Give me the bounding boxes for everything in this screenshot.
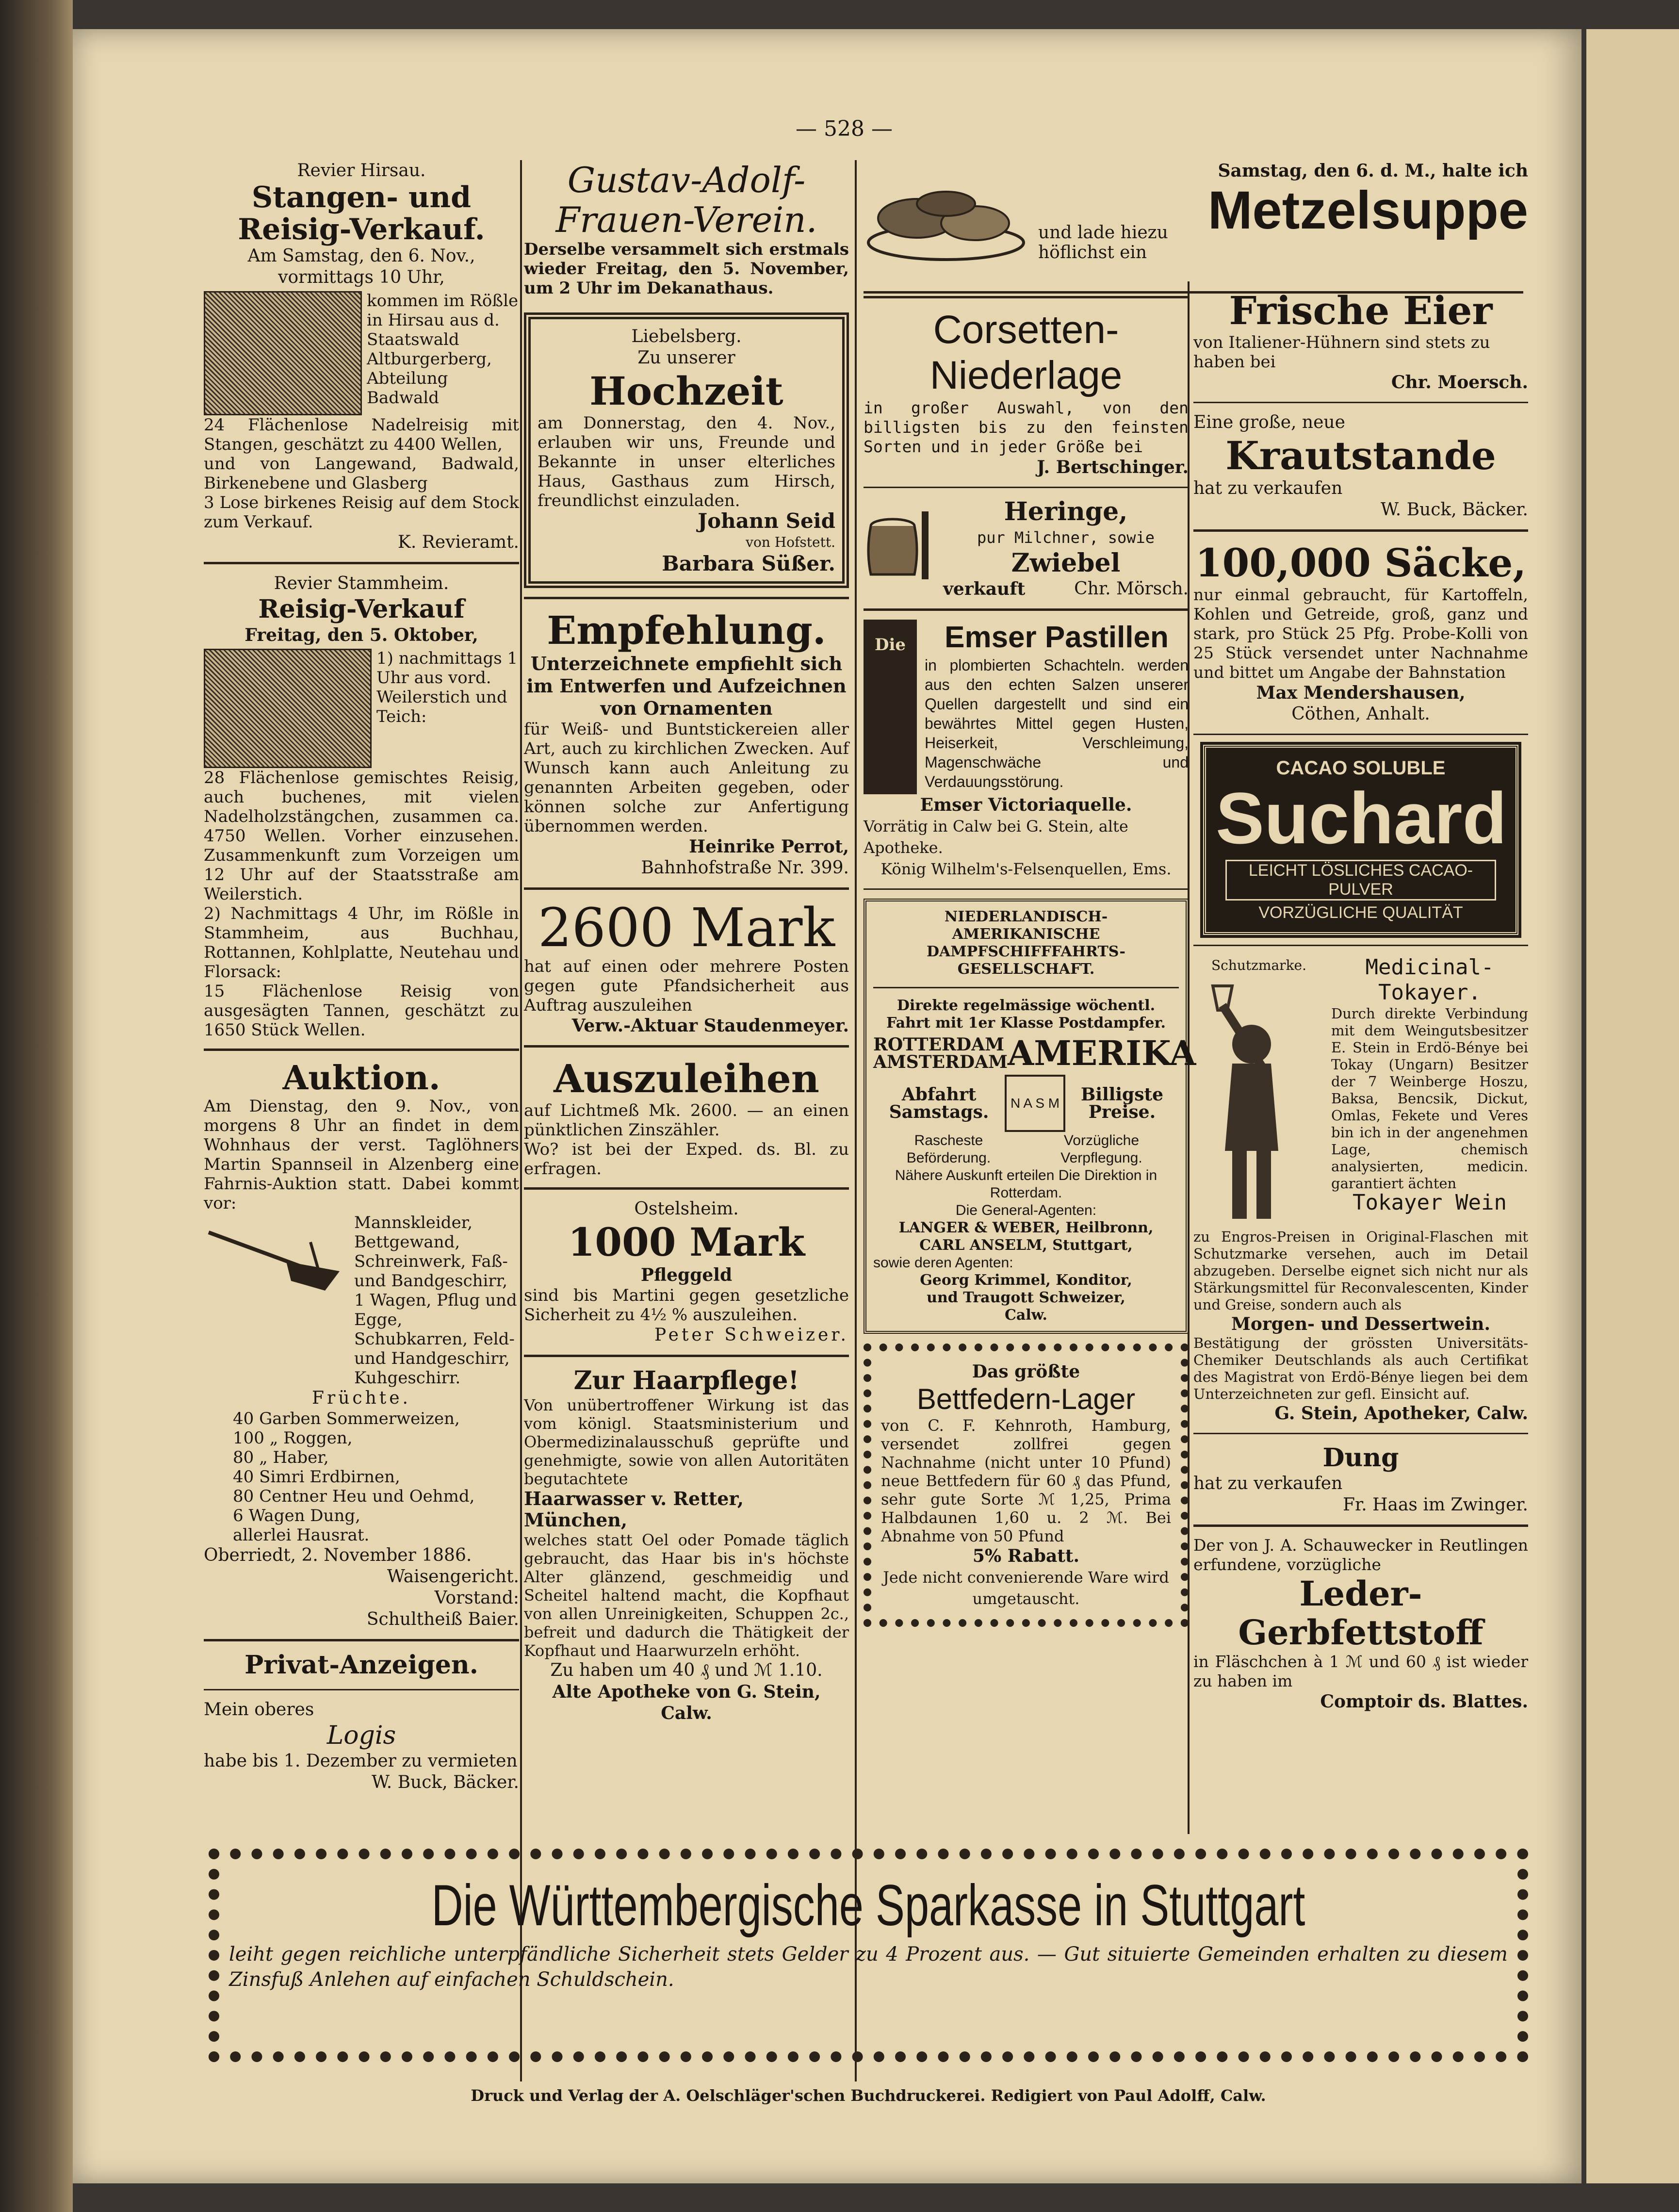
ad-empfehlung — [524, 608, 849, 879]
divider — [1193, 1524, 1528, 1527]
ad-text: 24 Flächenlose Nadelreisig mit Stangen, geschätzt zu 4400 Wellen, — [204, 415, 519, 454]
forest-woodcut-image — [204, 291, 362, 415]
ad-text: Samstag, den 6. d. M., halte ich — [1218, 161, 1528, 181]
ad-signature: Heinrike Perrot, — [689, 836, 849, 857]
ad-date: Freitag, den 5. Oktober, — [245, 625, 478, 645]
ad-text: hat zu verkaufen — [1193, 478, 1343, 498]
ad-hochzeit — [524, 312, 849, 588]
ad-price: Zu haben um 40 ₰ und ℳ 1.10. — [550, 1660, 823, 1680]
ad-signature: Max Mendershausen, — [1256, 683, 1466, 703]
divider — [864, 487, 1189, 488]
divider — [524, 887, 849, 890]
ad-frauenverein — [524, 160, 849, 298]
ad-text: pur Milchner, sowie — [977, 528, 1155, 547]
ad-title: Auszuleihen — [554, 1056, 819, 1101]
list-item: 6 Wagen Dung, — [233, 1506, 360, 1525]
ad-text: VORZÜGLICHE QUALITÄT — [1258, 903, 1463, 922]
divider — [204, 562, 519, 564]
divider — [204, 1689, 519, 1690]
ad-address: Cöthen, Anhalt. — [1291, 704, 1430, 724]
ad-text: am Donnerstag, den 4. Nov., erlauben wir uns, Freunde und Bekannte in unser elterliches Haus, Gasthaus zum Hirsch, freundlichst einzuladen. — [538, 413, 835, 510]
ad-text: 28 Flächenlose gemischtes Reisig, auch buchenes, mit vielen Nadelholzstängchen, zusammen ca. 4750 Wellen. Vorher einzusehen. Zusammenkunft zum Vorzeigen um 12 Uhr auf der Staatsstraße am Weilerstich. — [204, 768, 519, 904]
ad-text: 3 Lose birkenes Reisig auf dem Stock zum Verkauf. — [204, 493, 519, 532]
ad-title: Logis — [326, 1721, 396, 1750]
ad-text: Rascheste Beförderung. — [906, 1132, 991, 1166]
ad-company: NIEDERLANDISCH-AMERIKANISCHE DAMPFSCHIFFFAHRTS-GESELLSCHAFT. — [927, 908, 1125, 978]
ad-agent: LANGER & WEBER, Heilbronn, — [898, 1219, 1154, 1236]
divider — [864, 888, 1189, 890]
ad-text: und lade hiezu höflichst ein — [1038, 223, 1168, 262]
ad-discount: 5% Rabatt. — [972, 1546, 1080, 1566]
ad-title: Auktion. — [282, 1059, 440, 1098]
ad-2600-mark — [524, 899, 849, 1036]
divider — [1193, 734, 1528, 735]
ad-product: Tokayer Wein — [1353, 1190, 1507, 1215]
ad-text: Wo? ist bei der Exped. ds. Bl. zu erfragen. — [524, 1140, 849, 1179]
ad-signature: Barbara Süßer. — [662, 552, 835, 575]
ad-signature: Fr. Haas im Zwinger. — [1342, 1495, 1528, 1515]
list-item: 40 Garben Sommerweizen, — [233, 1409, 460, 1428]
ad-text: ROTTERDAM — [873, 1034, 1004, 1055]
ad-signature: W. Buck, Bäcker. — [1381, 500, 1528, 520]
ad-agent: und Traugott Schweizer, — [927, 1289, 1125, 1306]
ad-private — [204, 1650, 519, 1793]
ad-text: 2) Nachmittags 4 Uhr, im Rößle in Stammheim, aus Buchhau, Rottannen, Kohlplatte, Neutehau und Florsack: — [204, 904, 519, 982]
ad-title: Zwiebel — [1011, 548, 1121, 578]
ad-product: Haarwasser v. Retter, München, — [524, 1488, 744, 1531]
list-item: 80 Centner Heu und Oehmd, — [233, 1487, 475, 1506]
forest-woodcut-image — [204, 649, 372, 768]
brand-logo: Suchard — [1216, 777, 1507, 859]
fruits-list — [204, 1409, 519, 1545]
ad-text: Die General-Agenten: — [955, 1202, 1097, 1218]
page-number: — 528 — — [796, 116, 893, 141]
ad-signature: Alte Apotheke von G. Stein, Calw. — [552, 1682, 821, 1723]
ad-text: von C. F. Kehnroth, Hamburg, versendet zollfrei gegen Nachnahme (nicht unter 10 Pfund) neue Bettfedern für 60 ₰ das Pfund, sehr gute Sorte ℳ 1,25, Prima Halbdaunen 1,60 u. 2 ℳ. Bei Abnahme von 50 Pfund — [881, 1416, 1171, 1545]
ad-text: von Hofstett. — [746, 534, 835, 550]
ad-text: welches statt Oel oder Pomade täglich gebraucht, das Haar bis in's höchste Alter glänzend, geschmeidig und Scheitel haltend macht, die Kopfhaut von allen Unreinigkeiten, Schuppen 2c., befreit und dadurch die Thätigkeit der Kopfhaut und Haarwurzeln erhöht. — [524, 1531, 849, 1660]
ad-title: Medicinal-Tokayer. — [1365, 955, 1494, 1005]
ad-subtitle: Früchte. — [312, 1388, 411, 1408]
ad-text: AMSTERDAM — [873, 1052, 1008, 1072]
ad-text: Billigste Preise. — [1080, 1084, 1163, 1122]
ad-address: Bahnhofstraße Nr. 399. — [641, 858, 849, 878]
ad-gerbfett — [1193, 1536, 1528, 1712]
ad-agent: Georg Krimmel, Konditor, — [920, 1272, 1132, 1289]
ad-title: Leder-Gerbfettstoff — [1238, 1573, 1483, 1653]
ad-hirsau — [204, 160, 519, 553]
vintner-image — [1193, 976, 1324, 1229]
ad-signature: Peter Schweizer. — [654, 1325, 849, 1345]
column-3 — [864, 160, 1196, 1627]
ad-text: Durch direkte Verbindung mit dem Weingutsbesitzer E. Stein in Erdö-Bénye bei Tokay (Ungarn) Besitzer der 7 Weinberge Hoszu, Baksa, Bencsik, Dickut, Omlas, Fekete und Veres bin ich in der angenehmen Lage, chemisch analysierten, medicin. garantiert ächten — [1331, 1005, 1528, 1192]
divider — [524, 1045, 849, 1048]
ad-text: Vorrätig in Calw bei G. Stein, alte Apotheke. — [864, 817, 1128, 857]
ad-metzelsuppe — [965, 160, 1528, 274]
list-item: 80 „ Haber, — [233, 1448, 329, 1467]
ad-text: 15 Flächenlose Reisig von ausgesägten Tannen, geschätzt zu 1650 Stück Wellen. — [204, 982, 519, 1040]
ad-text: von Italiener-Hühnern sind stets zu haben bei — [1193, 333, 1490, 372]
ad-title: Krautstande — [1225, 433, 1496, 478]
ad-suchard — [1203, 745, 1518, 935]
ad-title: Zur Haarpflege! — [573, 1366, 799, 1395]
ad-text: in großer Auswahl, von den billigsten bis zu den feinsten Sorten und in jeder Größe bei — [864, 398, 1189, 456]
ad-title: Stangen- und Reisig-Verkauf. — [238, 180, 485, 246]
ad-title: Hochzeit — [589, 368, 783, 414]
ad-title: Gustav-Adolf-Frauen-Verein. — [555, 160, 817, 240]
divider — [204, 1639, 519, 1641]
ad-text: 1) nachmittags 1 Uhr aus vord. Weilerstich und Teich: — [376, 649, 518, 726]
ad-text: Mein oberes — [204, 1700, 314, 1720]
ad-title: Frische Eier — [1229, 288, 1493, 333]
ad-text: CACAO SOLUBLE — [1276, 757, 1446, 779]
ad-title: 100,000 Säcke, — [1195, 540, 1527, 586]
ad-text: Derselbe versammelt sich erstmals wieder Freitag, den 5. November, um 2 Uhr im Dekanathaus. — [524, 240, 849, 298]
ad-text: Zu unserer — [637, 348, 735, 368]
ad-text: Das größte — [972, 1361, 1080, 1382]
divider — [1193, 1433, 1528, 1434]
ad-subtitle: Pfleggeld — [640, 1265, 733, 1285]
ad-signature: K. Revieramt. — [397, 532, 519, 552]
book-edge — [0, 0, 73, 2212]
ad-title: Reisig-Verkauf — [258, 594, 465, 624]
ad-frische-eier — [1193, 288, 1528, 393]
ad-office: Waisengericht. — [387, 1567, 519, 1587]
ad-time: vormittags 10 Uhr, — [278, 267, 445, 287]
ad-bettfedern — [864, 1344, 1189, 1627]
plough-image — [204, 1213, 349, 1295]
ad-text: Nähere Auskunft erteilen Die Direktion in Rotterdam. — [895, 1167, 1157, 1201]
ad-signature: Verw.-Aktuar Staudenmeyer. — [571, 1016, 849, 1036]
ad-title: AMERIKA — [1007, 1033, 1196, 1073]
ad-auszuleihen — [524, 1056, 849, 1179]
column-2 — [524, 160, 849, 1724]
ad-title: Corsetten-Niederlage — [929, 308, 1123, 397]
ad-signature: W. Buck, Bäcker. — [372, 1772, 519, 1792]
ad-product: Emser Victoriaquelle. — [920, 795, 1132, 815]
column-4 — [1193, 160, 1528, 1712]
column-rule — [855, 160, 857, 2081]
ad-signature: J. Bertschinger. — [1037, 457, 1189, 477]
ad-text: zu Engros-Preisen in Original-Flaschen mit Schutzmarke versehen, auch im Detail abzugeben. Derselbe eignet sich nicht nur als Stärkungsmittel für Reconvalescenten, Kinder und Greise, sondern auch als — [1193, 1229, 1528, 1313]
ad-signature: König Wilhelm's-Felsenquellen, Ems. — [880, 860, 1172, 878]
column-rule — [520, 160, 522, 2081]
ad-text: Schutzmarke. — [1211, 957, 1306, 973]
ad-text: Direkte regelmässige wöchentl. Fahrt mit 1er Klasse Postdampfer. — [886, 997, 1166, 1032]
divider — [864, 296, 1189, 298]
emser-logo: Die — [864, 620, 917, 794]
imprint: Druck und Verlag der A. Oelschläger'schen Buchdruckerei. Redigiert von Paul Adolff, Calw. — [471, 2086, 1266, 2105]
ad-haarpflege — [524, 1366, 849, 1724]
ad-title: Dung — [1322, 1443, 1399, 1473]
ad-text: LEICHT LÖSLICHES CACAO-PULVER — [1225, 860, 1496, 901]
ad-product: Morgen- und Dessertwein. — [1231, 1314, 1491, 1334]
ad-date: Am Samstag, den 6. Nov., — [247, 246, 475, 266]
divider — [204, 1049, 519, 1051]
ad-text: verkauft — [943, 579, 1026, 599]
ad-text: kommen im Rößle in Hirsau aus d. Staatswald Altburgerberg, Abteilung Badwald — [367, 291, 519, 408]
ad-subtitle: Unterzeichnete empfiehlt sich im Entwerfen und Aufzeichnen von Ornamenten — [526, 653, 847, 719]
ad-saecke — [1193, 541, 1528, 725]
ad-1000-mark — [524, 1198, 849, 1346]
divider — [873, 987, 1179, 988]
ad-krautstande — [1193, 412, 1528, 521]
ad-text: Der von J. A. Schauwecker in Reutlingen erfundene, vorzügliche — [1193, 1536, 1528, 1574]
ad-text: in plombierten Schachteln. werden aus den echten Salzen unserer Quellen dargestellt und sind ein bewährtes Mittel gegen Husten, Heiserkeit, Verschleimung, Magenschwäche und Verdauungsstörung. — [925, 656, 1189, 790]
ad-place: Revier Stammheim. — [274, 573, 449, 593]
ad-signature: G. Stein, Apotheker, Calw. — [1274, 1403, 1528, 1424]
ad-text: sind bis Martini gegen gesetzliche Sicherheit zu 4½ % auszuleihen. — [524, 1286, 849, 1325]
ad-text: und von Langewand, Badwald, Birkenebene und Glasberg — [204, 454, 519, 493]
ad-amerika-line — [864, 899, 1196, 1334]
list-item: allerlei Hausrat. — [233, 1525, 370, 1545]
ad-title: Emser Pastillen — [945, 621, 1169, 654]
ad-title: 2600 Mark — [538, 897, 835, 959]
ad-emser-pastillen — [864, 620, 1189, 880]
ad-title: Heringe, — [1004, 497, 1128, 526]
ad-text: Am Dienstag, den 9. Nov., von morgens 8 Uhr an findet in dem Wohnhaus der verst. Taglöhners Martin Spannseil in Alzenberg eine Fahrnis-Auktion statt. Dabei kommt vor: — [204, 1097, 519, 1213]
divider — [1193, 945, 1528, 946]
ad-signature: Comptoir ds. Blattes. — [1320, 1691, 1528, 1712]
ad-text: für Weiß- und Buntstickereien aller Art, auch zu kirchlichen Zwecken. Auf Wunsch kann auch Anleitung zu genannten Arbeiten gegeben, oder können solche zur Anfertigung übernommen werden. — [524, 720, 849, 836]
ad-text: hat zu verkaufen — [1193, 1474, 1343, 1493]
section-header: Privat-Anzeigen. — [245, 1650, 478, 1680]
ad-sparkasse — [209, 1849, 1528, 2062]
ad-office: Vorstand: — [434, 1588, 519, 1608]
ad-text: sowie deren Agenten: — [873, 1255, 1013, 1271]
ad-title: Bettfedern-Lager — [916, 1383, 1136, 1415]
ad-title: Die Württembergische Sparkasse in Stuttgart — [431, 1873, 1305, 1938]
ad-text: Von unübertroffener Wirkung ist das vom königl. Staatsministerium und Obermedizinalausschuß geprüfte und genehmigte, sowie von allen Autoritäten begutachtete — [524, 1396, 849, 1488]
ad-text: Mannskleider, Bettgewand, Schreinwerk, Faß- und Bandgeschirr, 1 Wagen, Pflug und Egge, Schubkarren, Feld- und Handgeschirr, Kuhgeschirr. — [354, 1213, 517, 1388]
divider — [524, 1187, 849, 1190]
next-page-edge — [1586, 29, 1679, 2183]
ad-signature: Chr. Moersch. — [1391, 372, 1528, 393]
ad-agent: Calw. — [1005, 1307, 1047, 1324]
ad-text: Bestätigung der grössten Universitäts-Chemiker Deutschlands als auch Certifikat des Magistrat von Erdö-Bénye liegen bei dem Unterzeichneten zur gefl. Einsicht auf. — [1193, 1335, 1528, 1402]
ad-title: 1000 Mark — [568, 1219, 805, 1265]
ad-date: Oberriedt, 2. November 1886. — [204, 1545, 472, 1565]
ad-text: Vorzügliche Verpflegung. — [1060, 1132, 1142, 1166]
ad-auktion — [204, 1060, 519, 1630]
divider — [524, 597, 849, 599]
divider — [1193, 529, 1528, 532]
ad-corsetten — [864, 307, 1189, 478]
list-item: 100 „ Roggen, — [233, 1428, 353, 1448]
ad-heringe — [864, 497, 1189, 600]
barrel-image — [864, 497, 936, 589]
ad-stammheim — [204, 573, 519, 1040]
ad-text: Eine große, neue — [1193, 412, 1345, 432]
ad-signature: Schultheiß Baier. — [366, 1609, 519, 1629]
ad-signature: Johann Seid — [698, 509, 835, 533]
ad-text: in Fläschchen à 1 ℳ und 60 ₰ ist wieder zu haben im — [1193, 1652, 1528, 1690]
ad-agent: CARL ANSELM, Stuttgart, — [919, 1237, 1133, 1254]
divider — [864, 608, 1189, 611]
ad-title: Metzelsuppe — [1207, 180, 1528, 240]
divider — [1193, 402, 1528, 403]
ad-place: Ostelsheim. — [634, 1199, 739, 1219]
list-item: 40 Simri Erdbirnen, — [233, 1467, 400, 1487]
ad-text: hat auf einen oder mehrere Posten gegen gute Pfandsicherheit aus Auftrag auszuleihen — [524, 957, 849, 1015]
ad-text: leiht gegen reichliche unterpfändliche Sicherheit stets Gelder zu 4 Prozent aus. — Gut situierte Gemeinden erhalten zu diesem Zinsfuß Anlehen auf einfachen Schuldschein. — [229, 1943, 1508, 1991]
ad-text: auf Lichtmeß Mk. 2600. — an einen pünktlichen Zinszähler. — [524, 1101, 849, 1140]
ad-tokayer — [1193, 955, 1528, 1424]
ad-place: Liebelsberg. — [631, 327, 742, 346]
ad-signature: Chr. Mörsch. — [1074, 579, 1189, 599]
flag-icon: N A S M — [1005, 1075, 1065, 1132]
ad-text: Abfahrt Samstags. — [889, 1084, 989, 1122]
divider — [524, 1355, 849, 1357]
column-1 — [204, 160, 519, 1793]
ad-dung — [1193, 1443, 1528, 1516]
ad-title: Empfehlung. — [547, 607, 826, 653]
ad-place: Revier Hirsau. — [297, 161, 426, 180]
ad-text: Jede nicht convenierende Ware wird umgetauscht. — [883, 1568, 1169, 1608]
ad-text: habe bis 1. Dezember zu vermieten — [204, 1751, 518, 1771]
ad-text: nur einmal gebraucht, für Kartoffeln, Kohlen und Getreide, groß, ganz und stark, pro Stück 25 Pfg. Probe-Kolli von 25 Stück versendet unter Nachnahme und bittet um Angabe der Bahnstation — [1193, 585, 1528, 682]
